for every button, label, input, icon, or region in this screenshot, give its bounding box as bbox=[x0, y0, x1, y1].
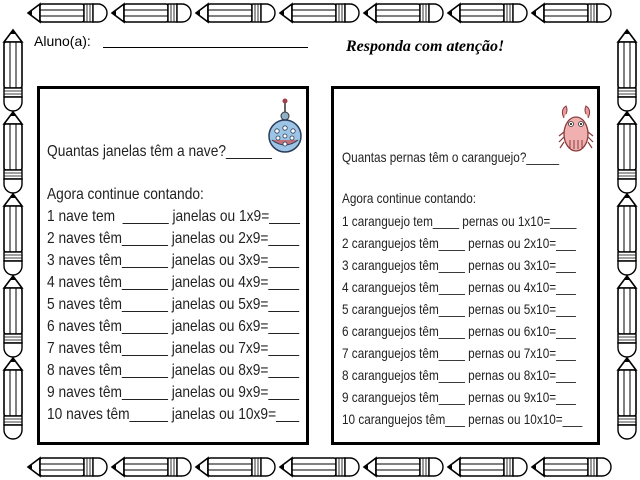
spaceship-line: 1 nave tem ______ janelas ou 1x9=____ bbox=[47, 208, 300, 225]
crab-line: 8 caranguejos têm____ pernas ou 8x10=___ bbox=[342, 367, 576, 383]
student-name-line[interactable] bbox=[103, 47, 308, 48]
instruction-text: Responda com atenção! bbox=[346, 38, 505, 55]
crab-line: 2 caranguejos têm____ pernas ou 2x10=___ bbox=[342, 235, 576, 251]
crab-line: 3 caranguejos têm____ pernas ou 3x10=___ bbox=[342, 257, 576, 273]
crab-line: 4 caranguejos têm____ pernas ou 4x10=___ bbox=[342, 279, 576, 295]
crab-line: 9 caranguejos têm____ pernas ou 9x10=___ bbox=[342, 389, 576, 405]
crab-line: 10 caranguejos têm___ pernas ou 10x10=___ bbox=[342, 411, 583, 427]
spaceship-line: 3 naves têm______ janelas ou 3x9=____ bbox=[47, 252, 300, 269]
crab-line: 7 caranguejos têm____ pernas ou 7x10=___ bbox=[342, 345, 576, 361]
spaceship-line: 8 naves têm______ janelas ou 8x9=____ bbox=[47, 362, 300, 379]
spaceship-line: 4 naves têm______ janelas ou 4x9=____ bbox=[47, 274, 300, 291]
spaceship-question: Quantas janelas têm a nave?______ bbox=[47, 143, 272, 160]
crab-line: 5 caranguejos têm____ pernas ou 5x10=___ bbox=[342, 301, 576, 317]
student-name-label: Aluno(a): bbox=[34, 33, 91, 49]
crab-intro: Agora continue contando: bbox=[342, 190, 477, 206]
crab-question: Quantas pernas têm o caranguejo?_____ bbox=[342, 149, 560, 165]
spaceship-icon bbox=[265, 98, 305, 158]
spaceship-line: 10 naves têm_____ janelas ou 10x9=___ bbox=[47, 406, 300, 423]
spaceship-line: 9 naves têm______ janelas ou 9x9=____ bbox=[47, 384, 300, 401]
spaceship-intro: Agora continue contando: bbox=[47, 186, 204, 203]
crab-icon bbox=[558, 104, 594, 162]
spaceship-line: 5 naves têm______ janelas ou 5x9=____ bbox=[47, 296, 300, 313]
spaceship-line: 6 naves têm______ janelas ou 6x9=____ bbox=[47, 318, 300, 335]
crab-line: 6 caranguejos têm____ pernas ou 6x10=___ bbox=[342, 323, 576, 339]
crab-line: 1 caranguejo tem____ pernas ou 1x10=____ bbox=[342, 213, 577, 229]
spaceship-line: 7 naves têm______ janelas ou 7x9=____ bbox=[47, 340, 300, 357]
spaceship-line: 2 naves têm______ janelas ou 2x9=____ bbox=[47, 230, 300, 247]
